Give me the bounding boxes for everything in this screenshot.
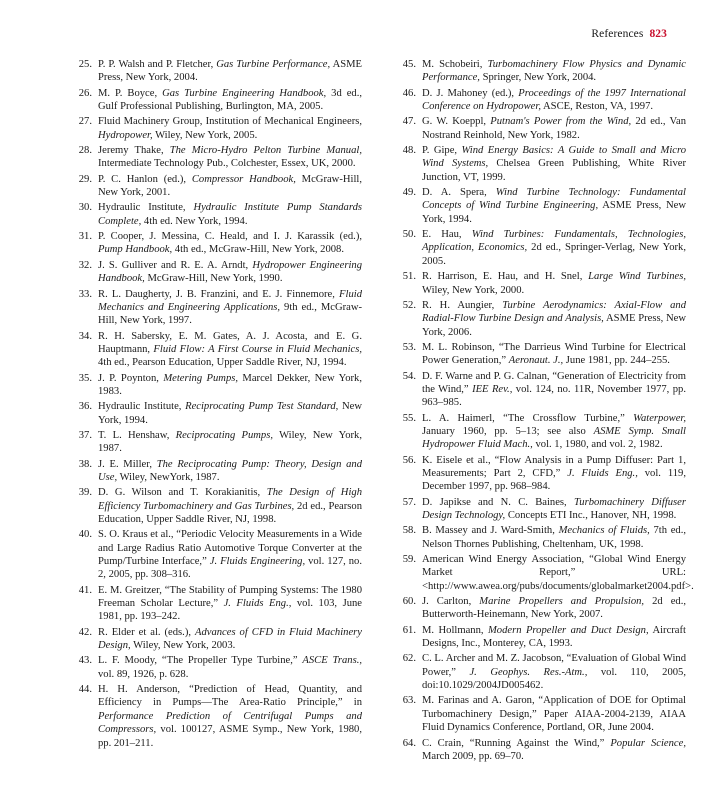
reference-text: L. F. Moody, “The Propeller Type Turbine,” <box>98 655 303 667</box>
reference-entry <box>400 553 694 593</box>
reference-title: Turbine Aerodynamics: Axial-Flow and Radial-Flow Turbine Design and Analysis, <box>422 299 686 325</box>
reference-text: J. S. Gulliver and R. E. A. Arndt, <box>98 259 253 271</box>
reference-text: R. Elder et al. (eds.), <box>98 626 195 638</box>
reference-number: 31. <box>78 231 92 243</box>
reference-text: 4th ed., McGraw-Hill, New York, 2008. <box>172 244 344 256</box>
reference-number: 41. <box>78 584 92 596</box>
reference-entry <box>400 737 686 764</box>
reference-title: Performance Prediction of Centrifugal Pumps and Compressors, <box>98 710 362 736</box>
reference-title: Wind Turbine Technology: Fundamental Concepts of Wind Turbine Engineering, <box>422 187 686 212</box>
reference-entry <box>76 372 362 399</box>
reference-text: M. L. Robinson, “The Darrieus Wind Turbine for Electrical Power Generation,” <box>422 341 686 367</box>
reference-title: Mechanics of Fluids, <box>558 525 650 537</box>
reference-text: McGraw-Hill, New York, 2001. <box>98 173 362 199</box>
reference-text: K. Eisele et al., “Flow Analysis in a Pump Diffuser: Part 1, Measurements; Part 2, CFD,” <box>422 454 686 479</box>
reference-entry <box>76 400 362 427</box>
reference-entry <box>400 144 686 184</box>
reference-text: 3d ed., Gulf Professional Publishing, Burlington, MA, 2005. <box>98 87 363 113</box>
reference-entry <box>76 58 362 85</box>
reference-number: 55. <box>402 412 416 424</box>
reference-text: E. Hau, <box>422 229 472 241</box>
reference-text: P. C. Hanlon (ed.), <box>98 173 192 185</box>
reference-text: Wiley, New York, 2005. <box>152 129 258 141</box>
reference-title: Aeronaut. J., <box>508 355 564 367</box>
references-column-left <box>76 58 362 752</box>
reference-number: 62. <box>402 653 416 665</box>
reference-entry <box>400 299 686 339</box>
reference-entry <box>76 429 362 456</box>
reference-text: 2d ed., Springer-Verlag, New York, 2005. <box>422 242 686 267</box>
reference-text: Jeremy Thake, <box>98 145 170 157</box>
reference-number: 46. <box>402 87 416 99</box>
running-head <box>591 28 667 40</box>
reference-text: ASME Press, New York, 2006. <box>422 313 687 338</box>
reference-text: ASME Press, New York, 1994. <box>422 200 686 225</box>
reference-title: Proceedings of the 1997 International Conference on Hydropower, <box>422 87 686 113</box>
reference-text: C. L. Archer and M. Z. Jacobson, “Evaluation of Global Wind Power,” <box>422 653 686 678</box>
reference-entry <box>76 144 362 171</box>
reference-text: S. O. Kraus et al., “Periodic Velocity Measurements in a Wide and Large Radius Ratio Automotive Torque Converter at the Pump/Turbine Interface,” <box>98 529 362 568</box>
reference-number: 56. <box>402 454 416 466</box>
reference-text: Wiley, NewYork, 1987. <box>117 471 220 483</box>
reference-text: P. Gipe, <box>422 145 462 157</box>
reference-title: Gas Turbine Performance, <box>216 59 331 70</box>
reference-text: R. H. Aungier, <box>422 299 503 311</box>
reference-title: ASME Symp. Small Hydropower Fluid Mach., <box>422 425 686 451</box>
reference-text: Springer, New York, 2004. <box>479 72 597 84</box>
reference-entry <box>76 288 362 328</box>
reference-title: J. Fluids Engineering, <box>209 556 306 568</box>
reference-text: vol. 124, no. 11R, November 1977, pp. 963–985. <box>422 383 686 409</box>
reference-title: Large Wind Turbines, <box>588 271 686 283</box>
reference-text: McGraw-Hill, New York, 1990. <box>144 273 283 285</box>
reference-title: Compressor Handbook, <box>191 173 296 185</box>
reference-text: vol. 110, 2005, doi:10.1029/2004JD005462. <box>422 666 686 692</box>
reference-number: 32. <box>78 259 92 271</box>
reference-number: 52. <box>402 299 416 311</box>
reference-text: 2d ed., Van Nostrand Reinhold, New York, 1982. <box>422 116 686 141</box>
reference-text: C. Crain, “Running Against the Wind,” <box>422 737 611 749</box>
reference-number: 60. <box>402 596 416 608</box>
reference-text: Chelsea Green Publishing, White River Junction, VT, 1999. <box>422 158 686 183</box>
reference-entry <box>400 412 686 452</box>
reference-entry <box>76 584 362 624</box>
reference-text: March 2009, pp. 69–70. <box>422 750 524 762</box>
reference-title: The Design of High Efficiency Turbomachinery and Gas Turbines, <box>98 487 362 512</box>
reference-text: June 1981, pp. 244–255. <box>563 355 670 367</box>
reference-number: 38. <box>78 458 92 470</box>
reference-text: M. P. Boyce, <box>98 87 163 99</box>
reference-entry <box>400 87 686 114</box>
reference-text: 2d ed., Pearson Education, Upper Saddle River, NJ, 1998. <box>98 500 362 525</box>
reference-entry <box>76 330 362 370</box>
reference-number: 48. <box>402 145 416 157</box>
reference-number: 34. <box>78 330 92 342</box>
page-number: 823 <box>649 28 667 40</box>
reference-text: Aircraft Designs, Inc., Monterey, CA, 1993. <box>422 624 686 650</box>
reference-number: 33. <box>78 288 92 300</box>
reference-entry <box>400 694 686 734</box>
reference-number: 63. <box>402 695 416 707</box>
reference-number: 35. <box>78 372 92 384</box>
reference-entry <box>76 486 362 526</box>
reference-title: Hydropower Engineering Handbook, <box>98 259 362 285</box>
reference-number: 58. <box>402 525 416 537</box>
reference-number: 39. <box>78 487 92 499</box>
reference-number: 30. <box>78 202 92 214</box>
reference-text: J. Carlton, <box>422 596 480 608</box>
reference-title: The Reciprocating Pump: Theory, Design and Use, <box>98 458 362 483</box>
reference-text: P. Cooper, J. Messina, C. Heald, and I. J. Karassik (ed.), <box>98 231 362 243</box>
reference-number: 36. <box>78 401 92 413</box>
reference-number: 44. <box>78 684 92 696</box>
reference-text: 4th ed., Pearson Education, Upper Saddle River, NJ, 1994. <box>98 357 347 369</box>
reference-entry <box>76 115 362 142</box>
reference-entry <box>76 458 362 485</box>
reference-number: 61. <box>402 624 416 636</box>
reference-number: 49. <box>402 187 416 199</box>
reference-text: January 1960, pp. 5–13; see also <box>422 425 594 437</box>
reference-text: M. Farinas and A. Garon, “Application of DOE for Optimal Turbomachinery Design,” Paper AIAA-2004-2139, AIAA Fluid Dynamics Conference, Portland, OR, June 2004. <box>422 695 686 734</box>
reference-text: E. M. Greitzer, “The Stability of Pumping Systems: The 1980 Freeman Scholar Lecture,” <box>98 584 362 610</box>
reference-text: Wiley, New York, 1987. <box>98 429 362 455</box>
reference-title: Hydraulic Institute Pump Standards Complete, <box>98 202 362 227</box>
reference-text: G. W. Koeppl, <box>422 116 491 128</box>
reference-text: ASME Press, New York, 2004. <box>98 59 362 84</box>
reference-text: D. J. Mahoney (ed.), <box>422 87 519 99</box>
reference-number: 57. <box>402 496 416 508</box>
reference-text: D. F. Warne and P. G. Calnan, “Generation of Electricity from the Wind,” <box>422 370 686 395</box>
reference-title: Marine Propellers and Propulsion, <box>479 596 645 608</box>
reference-number: 51. <box>402 271 416 283</box>
reference-title: Popular Science, <box>610 737 686 749</box>
reference-entry <box>76 259 362 286</box>
reference-number: 27. <box>78 116 92 128</box>
reference-entry <box>76 230 362 257</box>
reference-title: IEE Rev., <box>472 383 513 395</box>
reference-text: B. Massey and J. Ward-Smith, <box>422 525 559 537</box>
reference-text: T. L. Henshaw, <box>98 429 176 441</box>
reference-entry <box>76 173 362 200</box>
reference-text: vol. 1, 1980, and vol. 2, 1982. <box>532 439 663 451</box>
reference-entry <box>400 341 686 368</box>
reference-entry <box>400 652 686 692</box>
reference-title: Wind Turbines: Fundamentals, Technologies, Application, Economics, <box>422 229 686 254</box>
reference-title: J. Fluids Eng., <box>567 467 638 479</box>
reference-number: 28. <box>78 145 92 157</box>
reference-title: Modern Propeller and Duct Design, <box>487 624 649 636</box>
reference-number: 25. <box>78 59 92 70</box>
reference-text: D. Japikse and N. C. Baines, <box>422 496 574 508</box>
reference-number: 26. <box>78 87 92 99</box>
reference-title: Turbomachinery Flow Physics and Dynamic Performance, <box>422 59 686 84</box>
reference-text: R. H. Sabersky, E. M. Gates, A. J. Acosta, and E. G. Hauptmann, <box>98 330 362 355</box>
reference-title: Fluid Flow: A First Course in Fluid Mechanics, <box>153 343 362 355</box>
reference-text: 7th ed., Nelson Thornes Publishing, Cheltenham, UK, 1998. <box>422 525 686 550</box>
reference-text: vol. 103, June 1981, pp. 193–242. <box>98 598 362 623</box>
reference-entry <box>400 524 686 551</box>
reference-title: Gas Turbine Engineering Handbook, <box>162 87 327 99</box>
reference-title: Reciprocating Pumps, <box>175 429 273 441</box>
reference-text: New York, 1994. <box>98 401 362 426</box>
reference-entry <box>400 496 686 523</box>
reference-entry <box>76 654 362 681</box>
reference-entry <box>76 683 362 750</box>
reference-number: 37. <box>78 429 92 441</box>
reference-text: ASCE, Reston, VA, 1997. <box>540 101 654 113</box>
reference-entry <box>400 58 686 85</box>
reference-text: J. P. Poynton, <box>98 372 164 384</box>
reference-text: Intermediate Technology Pub., Colchester, Essex, UK, 2000. <box>98 158 356 170</box>
reference-text: vol. 127, no. 2, 2005, pp. 308–316. <box>98 556 362 581</box>
reference-entry <box>76 87 362 114</box>
reference-text: D. G. Wilson and T. Korakianitis, <box>98 487 267 499</box>
reference-text: L. A. Haimerl, “The Crossflow Turbine,” <box>422 412 634 424</box>
reference-number: 47. <box>402 116 416 128</box>
reference-number: 40. <box>78 529 92 541</box>
reference-text: vol. 89, 1926, p. 628. <box>98 668 189 680</box>
reference-entry <box>400 186 686 226</box>
reference-number: 42. <box>78 626 92 638</box>
references-column-right <box>400 58 694 765</box>
reference-text: M. Schobeiri, <box>422 59 488 70</box>
reference-title: J. Geophys. Res.-Atm., <box>469 666 588 678</box>
reference-text: P. P. Walsh and P. Fletcher, <box>98 59 217 70</box>
reference-number: 59. <box>402 554 416 566</box>
reference-text: R. Harrison, E. Hau, and H. Snel, <box>422 271 589 283</box>
reference-text: M. Hollmann, <box>422 624 488 636</box>
reference-title: Hydropower, <box>98 129 153 141</box>
reference-title: Waterpower, <box>633 412 686 424</box>
reference-entry <box>400 370 686 410</box>
reference-number: 29. <box>78 173 92 185</box>
reference-text: Fluid Machinery Group, Institution of Mechanical Engineers, <box>98 116 362 128</box>
reference-entry <box>76 201 362 228</box>
reference-title: J. Fluids Eng., <box>223 598 292 610</box>
reference-number: 50. <box>402 229 416 241</box>
reference-text: 2d ed., Butterworth-Heinemann, New York, 2007. <box>422 596 687 621</box>
reference-entry <box>400 595 686 622</box>
reference-text: Marcel Dekker, New York, 1983. <box>98 372 362 397</box>
reference-title: Pump Handbook, <box>98 244 173 256</box>
reference-text: Wiley, New York, 2003. <box>130 640 236 652</box>
reference-title: Advances of CFD in Fluid Machinery Design, <box>98 626 362 652</box>
reference-text: vol. 100127, ASME Symp., New York, 1980, pp. 201–211. <box>98 724 362 749</box>
reference-entry <box>76 626 362 653</box>
reference-title: Metering Pumps, <box>163 372 239 384</box>
reference-title: Turbomachinery Diffuser Design Technology, <box>422 496 687 521</box>
reference-entry <box>400 228 686 268</box>
reference-text: Hydraulic Institute, <box>98 401 186 413</box>
reference-number: 45. <box>402 59 416 70</box>
reference-text: D. A. Spera, <box>422 187 496 199</box>
reference-text: H. H. Anderson, “Prediction of Head, Quantity, and Efficiency in Pumps—The Area-Ratio Principle,” in <box>98 684 362 709</box>
reference-number: 53. <box>402 341 416 353</box>
reference-text: American Wind Energy Association, “Global Wind Energy Market Report,” URL: <http://www.awea.org/pubs/documents/globalmarket2004.pdf>. <box>422 554 694 592</box>
running-head-title: References <box>591 28 644 40</box>
reference-title: Putnam's Power from the Wind, <box>490 116 632 128</box>
reference-text: J. E. Miller, <box>98 458 157 470</box>
reference-number: 64. <box>402 737 416 749</box>
reference-text: 9th ed., McGraw-Hill, New York, 1997. <box>98 301 362 327</box>
reference-entry <box>400 270 686 297</box>
reference-entry <box>400 624 686 651</box>
reference-title: ASCE Trans., <box>302 655 362 667</box>
reference-number: 43. <box>78 655 92 667</box>
reference-title: Reciprocating Pump Test Standard, <box>185 401 339 413</box>
reference-text: Hydraulic Institute, <box>98 202 194 214</box>
reference-title: The Micro-Hydro Pelton Turbine Manual, <box>169 145 362 157</box>
reference-entry <box>76 528 362 581</box>
reference-entry <box>400 115 686 142</box>
reference-title: Fluid Mechanics and Engineering Applications, <box>98 288 362 313</box>
reference-text: Wiley, New York, 2000. <box>422 284 525 296</box>
reference-text: Concepts ETI Inc., Hanover, NH, 1998. <box>505 510 677 521</box>
reference-title: Wind Energy Basics: A Guide to Small and Micro Wind Systems, <box>422 145 686 170</box>
reference-text: vol. 119, December 1997, pp. 968–984. <box>422 467 686 493</box>
reference-entry <box>400 454 686 494</box>
reference-number: 54. <box>402 370 416 382</box>
reference-text: 4th ed. New York, 1994. <box>141 215 248 227</box>
reference-text: R. L. Daugherty, J. B. Franzini, and E. J. Finnemore, <box>98 288 340 300</box>
